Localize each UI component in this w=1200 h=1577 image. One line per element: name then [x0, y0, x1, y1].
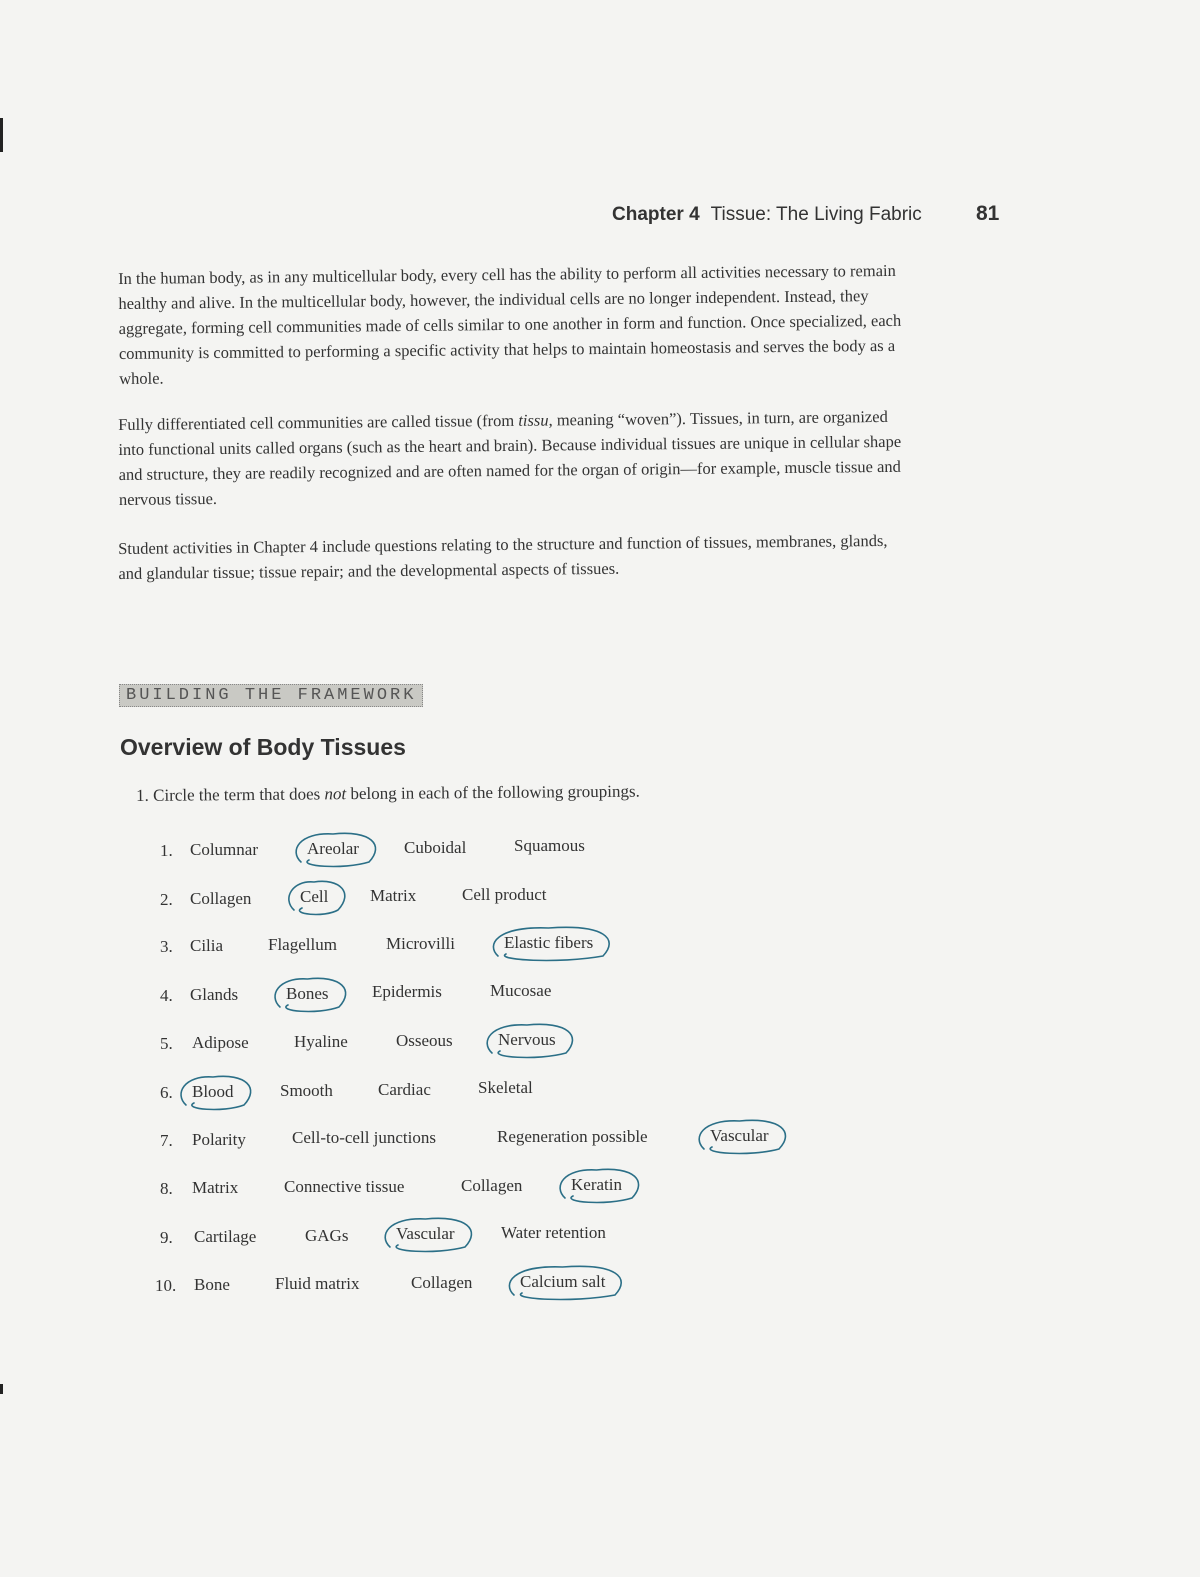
question-text-b: belong in each of the following groupings.	[346, 781, 640, 804]
pen-circle-mark	[560, 1169, 638, 1202]
grouping-number: 1.	[160, 841, 173, 860]
question-number: 1.	[136, 785, 149, 805]
grouping-term[interactable]: Columnar	[190, 840, 258, 859]
pen-circle-mark	[699, 1120, 785, 1153]
pen-circle-mark	[289, 881, 345, 914]
grouping-term[interactable]: Calcium salt	[520, 1271, 606, 1291]
grouping-term[interactable]: Mucosae	[490, 981, 552, 1001]
grouping-term[interactable]: Cell product	[462, 885, 547, 904]
grouping-term[interactable]: Blood	[192, 1082, 234, 1101]
grouping-term[interactable]: Vascular	[396, 1224, 455, 1244]
grouping-term[interactable]: Glands	[190, 984, 239, 1004]
grouping-term[interactable]: Connective tissue	[284, 1177, 405, 1196]
grouping-term[interactable]: Hyaline	[294, 1032, 348, 1052]
pen-circle-mark	[181, 1076, 251, 1109]
pen-circle-mark	[509, 1266, 621, 1299]
pen-circle-mark	[385, 1218, 471, 1251]
grouping-term[interactable]: Smooth	[280, 1080, 333, 1100]
chapter-label: Chapter 4	[612, 204, 700, 225]
section-banner: BUILDING THE FRAMEWORK	[119, 684, 423, 707]
grouping-term[interactable]: Collagen	[411, 1273, 473, 1292]
grouping-term[interactable]: Nervous	[498, 1029, 556, 1049]
section-title: Overview of Body Tissues	[120, 734, 406, 760]
grouping-number: 10.	[155, 1276, 177, 1296]
grouping-term[interactable]: Cell-to-cell junctions	[292, 1128, 436, 1148]
chapter-title: Tissue: The Living Fabric	[710, 204, 922, 225]
grouping-term[interactable]: Skeletal	[478, 1078, 533, 1098]
grouping-term[interactable]: Cilia	[190, 936, 224, 956]
grouping-term[interactable]: Collagen	[461, 1175, 523, 1195]
grouping-term[interactable]: Osseous	[396, 1031, 453, 1050]
intro-paragraph-1: In the human body, as in any multicellular body, every cell has the ability to perform all activities necessary to remain healthy and alive. In the multicellular body, however, the individual cells are no longer independent. Instead, they aggregate, forming cell communities made of cells similar to one another in form and function. Once specialized, each community is committed to performing a specific activity that helps to maintain homeostasis and serves the body as a whole.	[118, 260, 902, 388]
grouping-term[interactable]: Collagen	[190, 888, 252, 908]
grouping-term[interactable]: Bone	[194, 1275, 230, 1295]
grouping-number: 9.	[160, 1227, 173, 1247]
pen-circle-mark	[493, 927, 609, 960]
grouping-term[interactable]: Elastic fibers	[504, 932, 594, 952]
grouping-term[interactable]: Fluid matrix	[275, 1274, 360, 1294]
grouping-number: 7.	[160, 1130, 173, 1150]
grouping-number: 5.	[160, 1034, 173, 1054]
grouping-term[interactable]: Regeneration possible	[497, 1127, 648, 1147]
grouping-number: 8.	[160, 1179, 173, 1199]
intro-paragraph-2-text-a: Fully differentiated cell communities are called tissue (from	[118, 410, 519, 434]
grouping-number: 2.	[160, 889, 173, 909]
grouping-term[interactable]: Microvilli	[386, 933, 455, 953]
grouping-term[interactable]: Flagellum	[268, 935, 337, 954]
grouping-term[interactable]: GAGs	[305, 1225, 349, 1245]
grouping-term[interactable]: Bones	[286, 983, 329, 1003]
grouping-term[interactable]: Water retention	[501, 1223, 606, 1243]
grouping-term[interactable]: Adipose	[192, 1033, 249, 1053]
question-text-a: Circle the term that does	[152, 784, 325, 805]
grouping-number: 3.	[160, 937, 173, 957]
grouping-number: 4.	[160, 985, 173, 1005]
grouping-term[interactable]: Squamous	[514, 836, 585, 856]
pen-circle-mark	[275, 978, 346, 1011]
grouping-term[interactable]: Matrix	[192, 1178, 239, 1198]
grouping-term[interactable]: Areolar	[307, 838, 359, 858]
question-italic: not	[324, 784, 347, 804]
grouping-term[interactable]: Polarity	[192, 1129, 246, 1149]
grouping-term[interactable]: Vascular	[710, 1126, 769, 1145]
grouping-term[interactable]: Cardiac	[378, 1079, 431, 1099]
intro-paragraph-2-italic: tissu	[518, 410, 549, 430]
grouping-term[interactable]: Matrix	[370, 886, 417, 906]
grouping-term[interactable]: Cuboidal	[404, 837, 467, 857]
pen-circle-mark	[296, 833, 375, 866]
grouping-term[interactable]: Epidermis	[372, 982, 442, 1002]
grouping-term[interactable]: Cell	[300, 887, 329, 907]
grouping-term[interactable]: Keratin	[571, 1174, 622, 1194]
pen-circle-mark	[487, 1024, 572, 1057]
intro-paragraph-3: Student activities in Chapter 4 include questions relating to the structure and function of tissues, membranes, glands, and glandular tissue; tissue repair; and the developmental aspects of tissues.	[118, 530, 888, 583]
page-number: 81	[976, 202, 1000, 225]
intro-paragraph-2-text-b: , meaning “woven”). Tissues, in turn, are organized into functional units called organs (such as the heart and brain). Because individual tissues are unique in cellular shape and structure, they are readily recognized and are often named for the organ of origin—for example, muscle tissue and nervous tissue.	[118, 406, 902, 509]
grouping-term[interactable]: Cartilage	[194, 1226, 257, 1246]
grouping-number: 6.	[160, 1083, 173, 1102]
